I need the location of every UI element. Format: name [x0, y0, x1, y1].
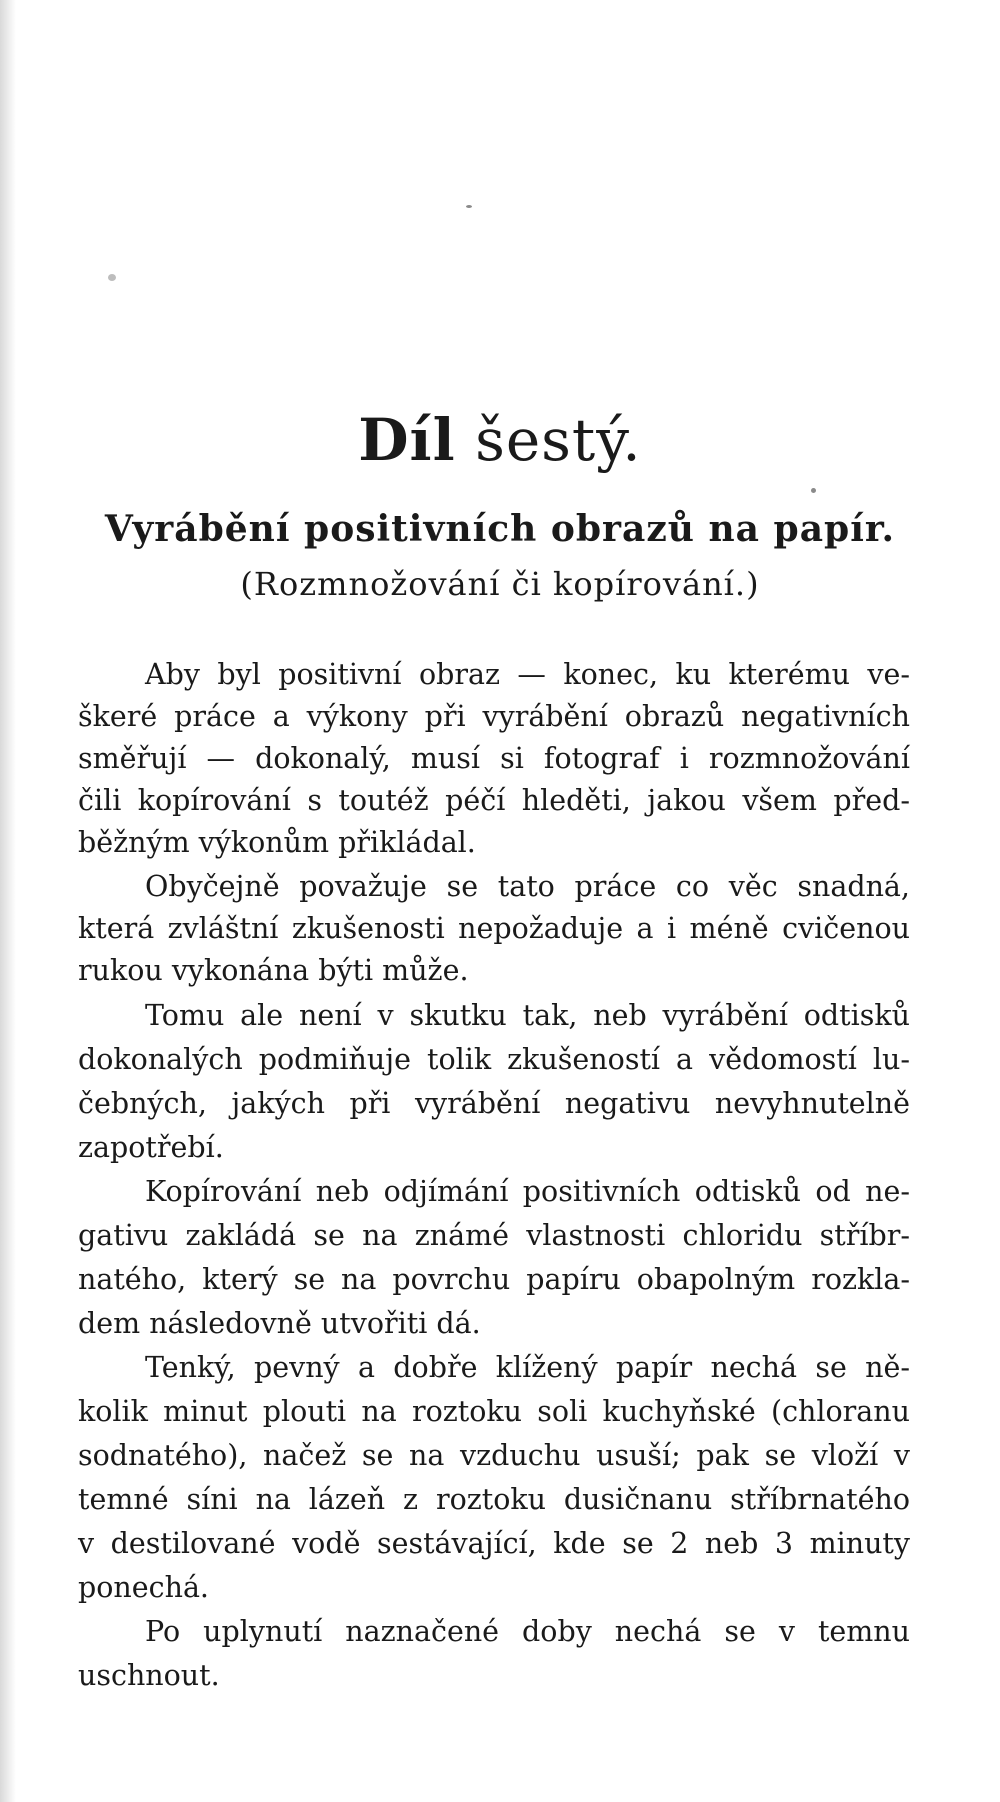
chapter-title [0, 405, 1000, 475]
text-line: Po uplynutí naznačené doby nechá se v temnu [145, 1615, 910, 1648]
print-speck [108, 274, 116, 281]
section-title: Vyrábění positivních obrazů na papír. [104, 508, 896, 550]
text-line: ponechá. [78, 1571, 209, 1604]
text-line: rukou vykonána býti může. [78, 954, 469, 987]
text-line: směřují — dokonalý, musí si fotograf i rozmnožování [78, 742, 910, 775]
text-line: Tomu ale není v skutku tak, neb vyrábění odtisků [145, 999, 910, 1032]
page-edge-shadow [0, 0, 16, 1802]
text-line: gativu zakládá se na známé vlastnosti chloridu stříbr- [78, 1219, 910, 1252]
print-speck [466, 205, 472, 208]
text-line: dokonalých podmiňuje tolik zkušeností a vědomostí lu- [78, 1043, 910, 1076]
text-line: uschnout. [78, 1659, 220, 1692]
text-line: která zvláštní zkušenosti nepožaduje a i méně cvičenou [78, 912, 910, 945]
print-speck [811, 488, 816, 493]
text-line: škeré práce a výkony při vyrábění obrazů negativních [78, 700, 910, 733]
text-line: Obyčejně považuje se tato práce co věc snadná, [145, 870, 910, 903]
section-subtitle: (Rozmnožování či kopírování.) [240, 565, 760, 603]
text-line: Kopírování neb odjímání positivních odtisků od ne- [145, 1175, 910, 1208]
text-line: kolik minut plouti na roztoku soli kuchyňské (chloranu [78, 1395, 910, 1428]
text-line: v destilované vodě sestávající, kde se 2 neb 3 minuty [78, 1527, 910, 1560]
text-line: dem následovně utvořiti dá. [78, 1307, 481, 1340]
text-line: temné síni na lázeň z roztoku dusičnanu stříbrnatého [78, 1483, 910, 1516]
text-line: natého, který se na povrchu papíru obapolným rozkla- [78, 1263, 910, 1296]
text-line: Aby byl positivní obraz — konec, ku kterému ve- [145, 658, 910, 691]
text-line: běžným výkonům přikládal. [78, 826, 476, 859]
text-line: sodnatého), načež se na vzduchu usuší; pak se vloží v [78, 1439, 910, 1472]
text-line: Tenký, pevný a dobře klížený papír nechá se ně- [145, 1351, 910, 1384]
chapter-number: šestý. [475, 406, 642, 474]
chapter-word: Díl [358, 406, 456, 474]
text-line: čili kopírování s toutéž péčí hleděti, jakou všem před- [78, 784, 910, 817]
text-line: zapotřebí. [78, 1131, 224, 1164]
text-line: čebných, jakých při vyrábění negativu nevyhnutelně [78, 1087, 910, 1120]
